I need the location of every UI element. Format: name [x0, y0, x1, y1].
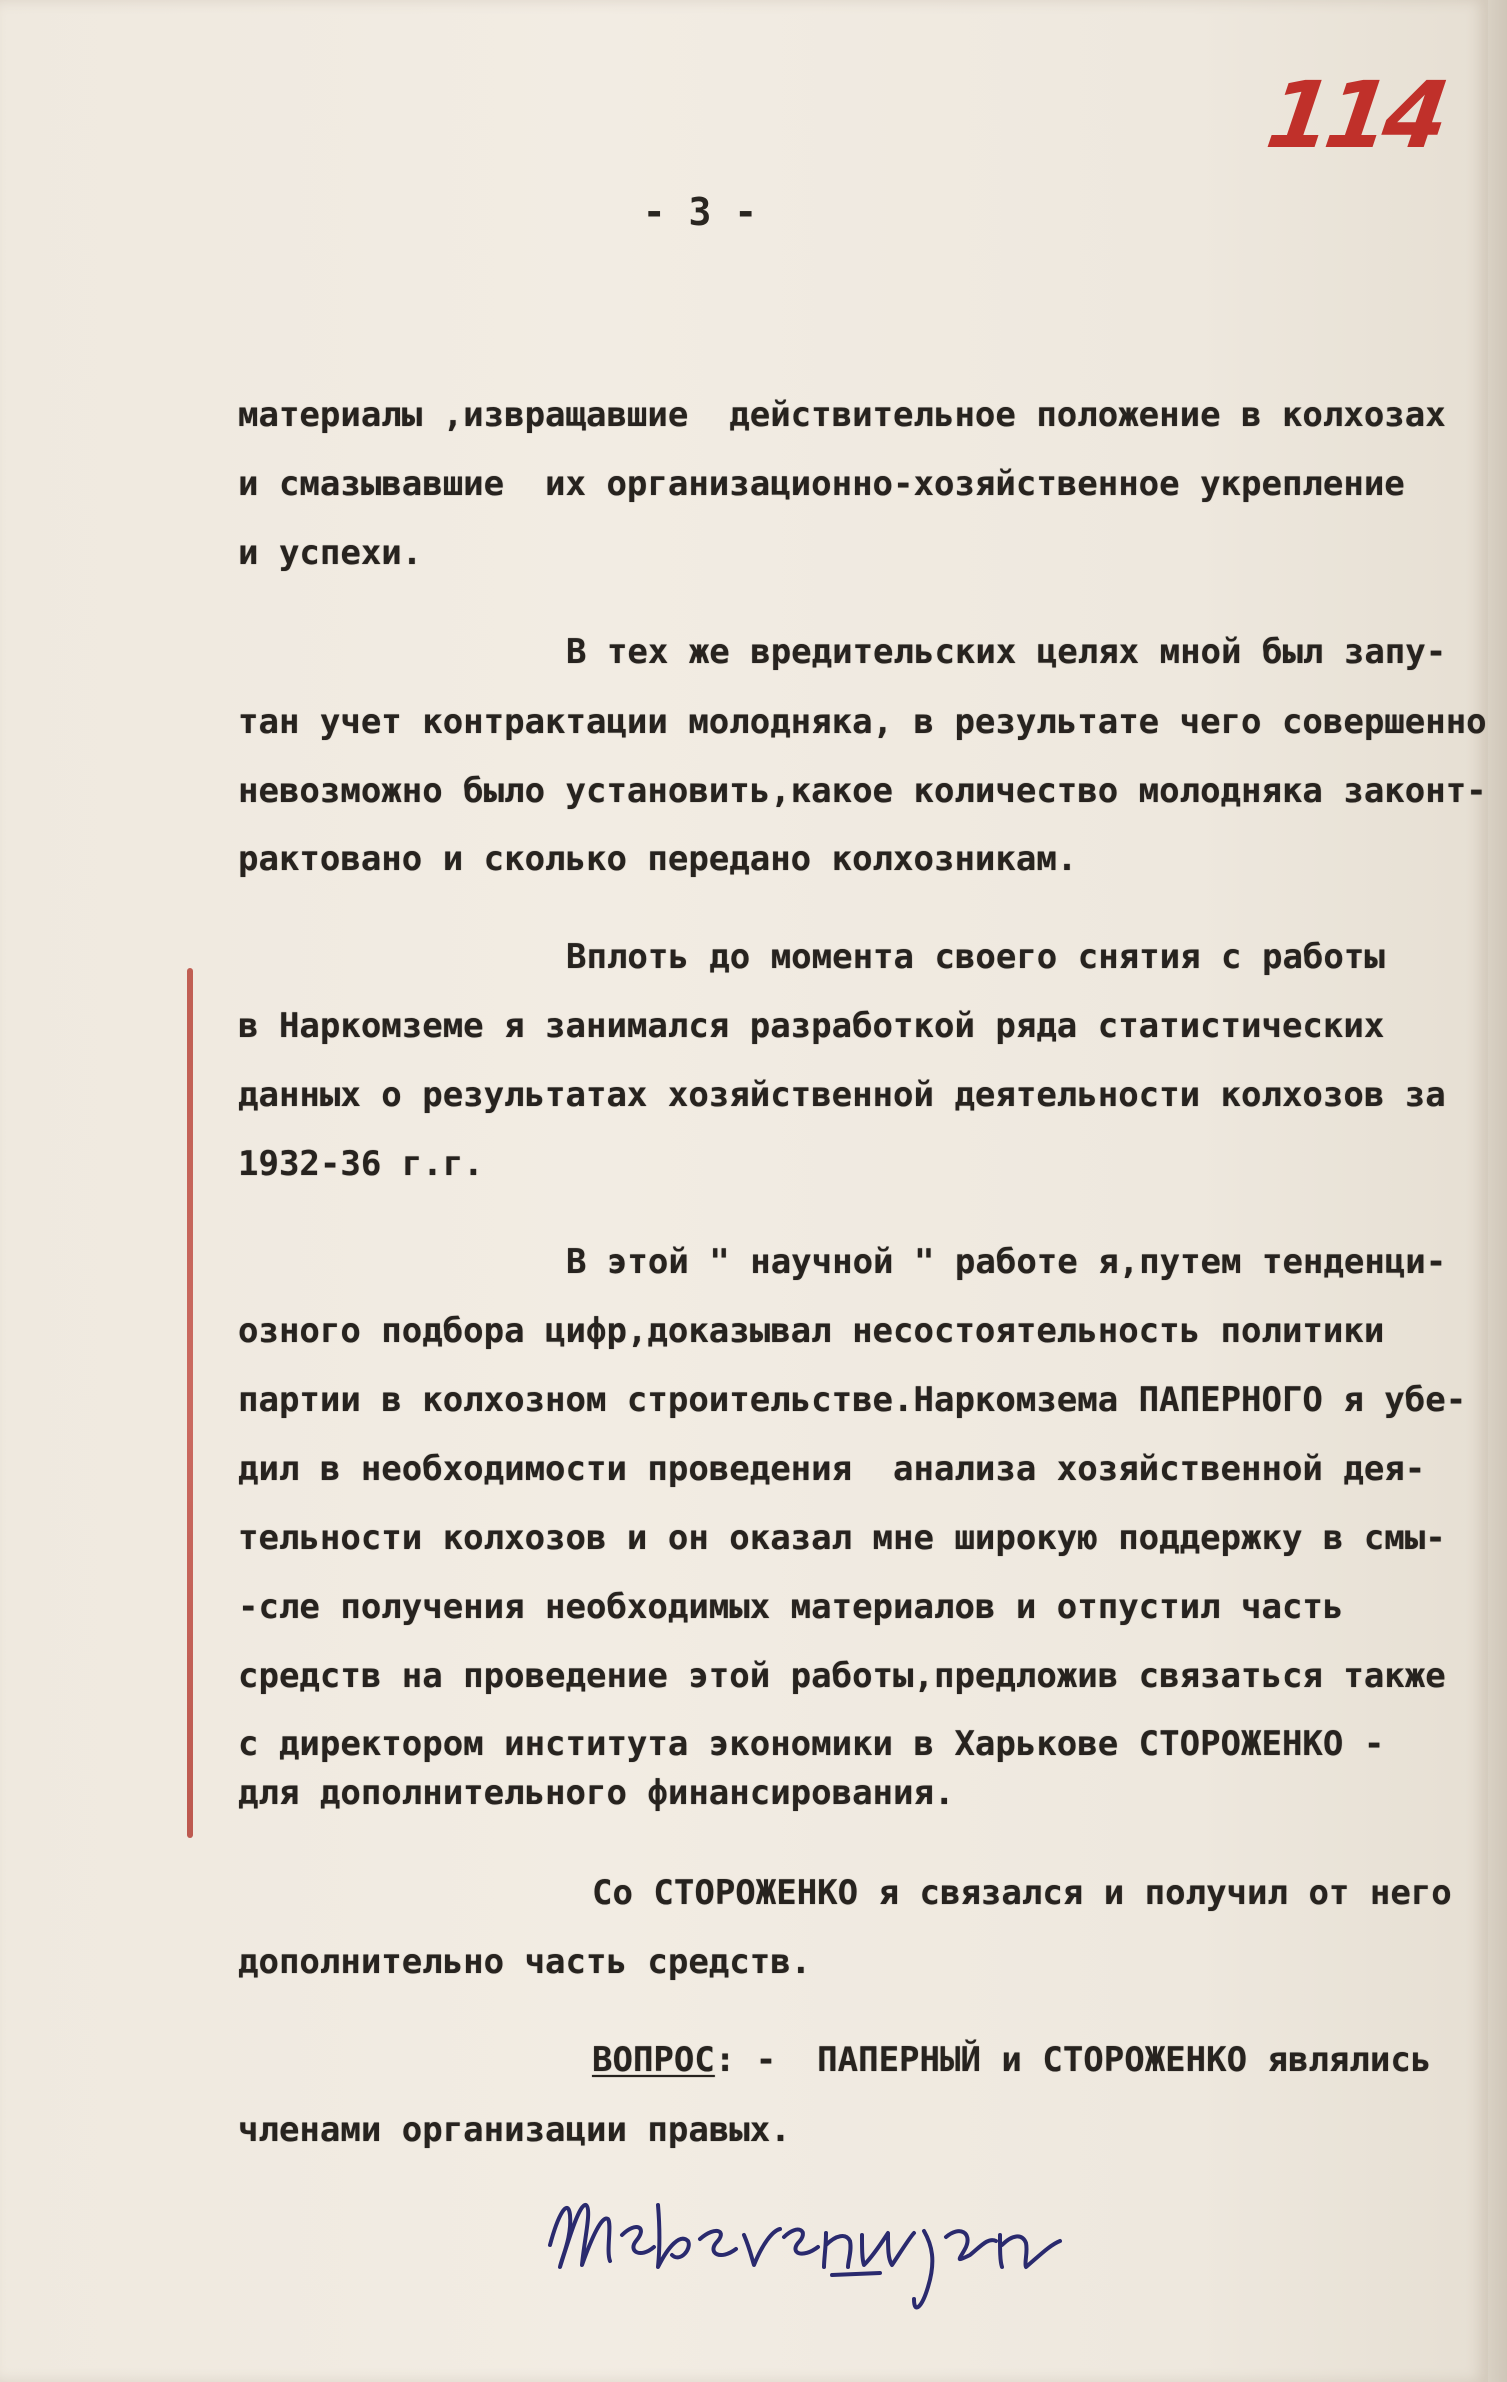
page-number: - 3 - — [642, 190, 758, 234]
text-line: В тех же вредительских целях мной был запу- — [566, 632, 1447, 672]
text-line: тан учет контрактации молодняка, в результате чего совершенно — [238, 702, 1487, 742]
text-line: Со СТОРОЖЕНКО я связался и получил от него — [592, 1873, 1452, 1913]
text-line: и смазывавшие их организационно-хозяйственное укрепление — [238, 464, 1405, 504]
text-line: тельности колхозов и он оказал мне широкую поддержку в смы- — [238, 1518, 1446, 1558]
text-line: данных о результатах хозяйственной деятельности колхозов за — [238, 1075, 1446, 1115]
text-line: рактовано и сколько передано колхозникам. — [238, 839, 1078, 879]
page-edge — [1488, 0, 1507, 2382]
question-label: ВОПРОС — [592, 2040, 715, 2080]
text-line: В этой " научной " работе я,путем тенденци- — [566, 1242, 1447, 1282]
text-line: средств на проведение этой работы,предложив связаться также — [238, 1656, 1446, 1696]
text-line: и успехи. — [238, 533, 423, 573]
text-line: с директором института экономики в Харькове СТОРОЖЕНКО - — [238, 1724, 1385, 1764]
text-line: озного подбора цифр,доказывал несостоятельность политики — [238, 1311, 1385, 1351]
text-line: материалы ,извращавшие действительное положение в колхозах — [238, 395, 1446, 435]
text-line: дил в необходимости проведения анализа хозяйственной дея- — [238, 1449, 1426, 1489]
text-line: 1932-36 г.г. — [238, 1144, 484, 1184]
question-line — [592, 2040, 1431, 2080]
text-line: невозможно было установить,какое количество молодняка законт- — [238, 771, 1487, 811]
question-text: : - ПАПЕРНЫЙ и СТОРОЖЕНКО являлись — [714, 2040, 1432, 2080]
text-line: в Наркомземе я занимался разработкой ряда статистических — [238, 1006, 1385, 1046]
text-line: для дополнительного финансирования. — [238, 1773, 955, 1813]
text-line: -сле получения необходимых материалов и отпустил часть — [238, 1587, 1344, 1627]
margin-pencil-mark — [187, 968, 193, 1838]
text-line: партии в колхозном строительстве.Наркомзема ПАПЕРНОГО я убе- — [238, 1380, 1467, 1420]
archive-page-number: 114 — [1260, 62, 1450, 169]
question-line-2: членами организации правых. — [238, 2110, 791, 2150]
handwritten-signature — [540, 2175, 1070, 2325]
text-line: дополнительно часть средств. — [238, 1942, 812, 1982]
text-line: Вплоть до момента своего снятия с работы — [566, 937, 1385, 977]
